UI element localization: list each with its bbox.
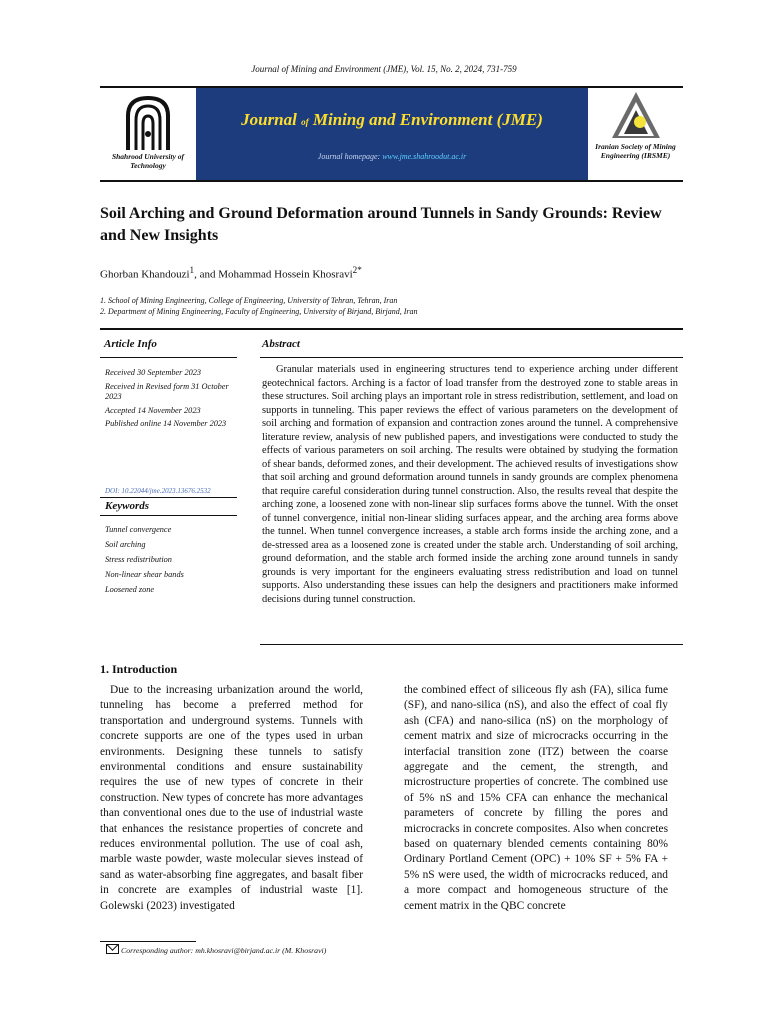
published-date: Published online 14 November 2023 <box>105 419 227 428</box>
keyword-item: Loosened zone <box>105 585 155 594</box>
author-name: Ghorban Khandouzi <box>100 268 190 281</box>
introduction-left-column: Due to the increasing urbanization around the world, tunneling has become a preferred method for transportation and underground systems. Tunnels with concrete supports are one of the types used in urban environments. Designing these tunnels to satisfy environmental conditions and ensure sustainability requires the use of new types of concrete in their construction. New types of concrete has more advantages than conventional ones due to the use of industrial waste that enhances the resistance properties of concrete and reduces environmental pollution. The use of coal ash, marble waste powder, waste molecular sieves instead of sand as water-absorbing fine aggregates, and basalt fiber in concrete are examples of industrial waste [1]. Golewski (2023) investigated <box>100 684 363 912</box>
abstract-bottom-rule <box>260 644 683 645</box>
keyword-item: Stress redistribution <box>105 555 172 564</box>
introduction-heading: 1. Introduction <box>100 662 178 676</box>
paper-title: Soil Arching and Ground Deformation around Tunnels in Sandy Grounds: Review and New Insights <box>100 205 662 244</box>
footnote-label: Corresponding author: <box>121 946 194 955</box>
abstract-rule <box>260 357 683 358</box>
accepted-date: Accepted 14 November 2023 <box>105 405 201 415</box>
introduction-right-column: the combined effect of siliceous fly ash (FA), silica fume (SF), and nano-silica (nS), and also the effect of coal fly ash (CFA) and nano-silica (nS) on the morphology of cement matrix and size of microcracks occurring in the interfacial transition zone (ITZ) between the coarse aggregate and the cement, the strength, and microstructure properties of concrete. The combined use of 5% nS and 15% CFA can enhance the mechanical parameters of concrete by filling the pores and microcracks in concrete composites. Also when concretes based on quaternary blended cements containing 80% Ordinary Portland Cement (OPC) + 10% SF + 5% FA + 5% nS were used, the width of microcracks reduced, and a more compact and homogeneous structure of the cement matrix in the QBC concrete <box>404 684 668 912</box>
revised-date: Received in Revised form 31 October 2023 <box>105 381 229 401</box>
envelope-icon <box>106 944 119 954</box>
journal-homepage: Journal homepage: www.jme.shahroodut.ac.ir <box>317 152 467 161</box>
corresponding-author-footnote <box>106 944 326 955</box>
author-affiliation-mark: 1 <box>189 265 195 275</box>
author-list <box>100 265 362 281</box>
irsme-emblem-icon <box>610 90 662 140</box>
keyword-item: Soil arching <box>105 540 146 549</box>
keyword-item: Non-linear shear bands <box>105 570 184 579</box>
shahrood-emblem-icon <box>118 94 178 152</box>
society-logo <box>588 88 683 180</box>
keywords-heading: Keywords <box>105 500 149 512</box>
corresponding-email[interactable]: mh.khosravi@birjand.ac.ir <box>195 946 281 955</box>
keyword-item: Tunnel convergence <box>105 525 172 534</box>
affiliation: 2. Department of Mining Engineering, Faculty of Engineering, University of Birjand, Birjand, Iran <box>100 307 418 316</box>
article-info-rule <box>100 357 237 358</box>
doi-link[interactable]: DOI: 10.22044/jme.2023.13676.2532 <box>105 487 211 495</box>
society-logo-caption: Iranian Society of Mining Engineering (IRSME) <box>595 142 676 160</box>
section-divider <box>100 328 683 330</box>
university-logo-caption: Shahrood University of Technology <box>111 152 185 170</box>
journal-title: Journal of Mining and Environment (JME) <box>241 110 543 129</box>
affiliation: 1. School of Mining Engineering, College of Engineering, University of Tehran, Tehran, Iran <box>100 296 398 305</box>
received-date: Received 30 September 2023 <box>105 368 202 377</box>
keywords-top-rule <box>100 497 237 498</box>
corresponding-name: (M. Khosravi) <box>282 946 327 955</box>
journal-banner <box>196 88 588 180</box>
abstract-heading: Abstract <box>262 338 300 350</box>
author-affiliation-mark: 2* <box>352 265 362 275</box>
journal-reference: Journal of Mining and Environment (JME), Vol. 15, No. 2, 2024, 731-759 <box>251 64 517 74</box>
keywords-rule <box>100 515 237 516</box>
keyword-list <box>105 522 184 597</box>
author-name: Mohammad Hossein Khosravi <box>218 268 353 281</box>
footnote-rule <box>100 941 196 942</box>
journal-header <box>100 86 683 182</box>
university-logo <box>100 88 196 180</box>
article-dates <box>105 368 235 433</box>
abstract-text: Granular materials used in engineering structures tend to experience arching under different geotechnical factors. Arching is a factor of load transfer from the destroyed zone to stable areas in these structures. Soil arching plays an important role in stress redistribution, settlement, and load on supports in tunneling. This paper reviews the effect of various parameters on the development of soil arching and formation of expansion and contraction zones around the tunnel. A comprehensive literature review, analysis of new published papers, and investigations were conducted to study the effects of various parameters on soil arching. The results were obtained by studying the formation of shear bands, deformed zones, and their development. The achieved results of investigations show that soil arching and ground deformation around tunnels in sandy grounds are complex phenomena that require careful consideration during tunnel construction. Also, the results reveal that despite the arching zone, a loosened zone with non-linear slip surfaces forms above the tunnel. With the onset of tunnel convergence, initial non-linear sliding surfaces appear, and the arching area forms above the tunnel. When tunnel convergence increases, a stable arch forms inside the arching zone, and a de-stressed area as a loosened zone is created under the stable arch. Understanding of soil arching, ground deformation, and the stable arch formed inside the arching zone around tunnels in sandy grounds is very important for the engineers evaluating stress redistribution and load on tunnel supports. Also understanding these issues can help the designers and practitioners make informed decisions during tunnel construction. <box>262 364 678 605</box>
homepage-link[interactable]: www.jme.shahroodut.ac.ir <box>382 152 467 161</box>
article-info-heading: Article Info <box>104 338 157 350</box>
author-separator: , and <box>194 268 219 281</box>
